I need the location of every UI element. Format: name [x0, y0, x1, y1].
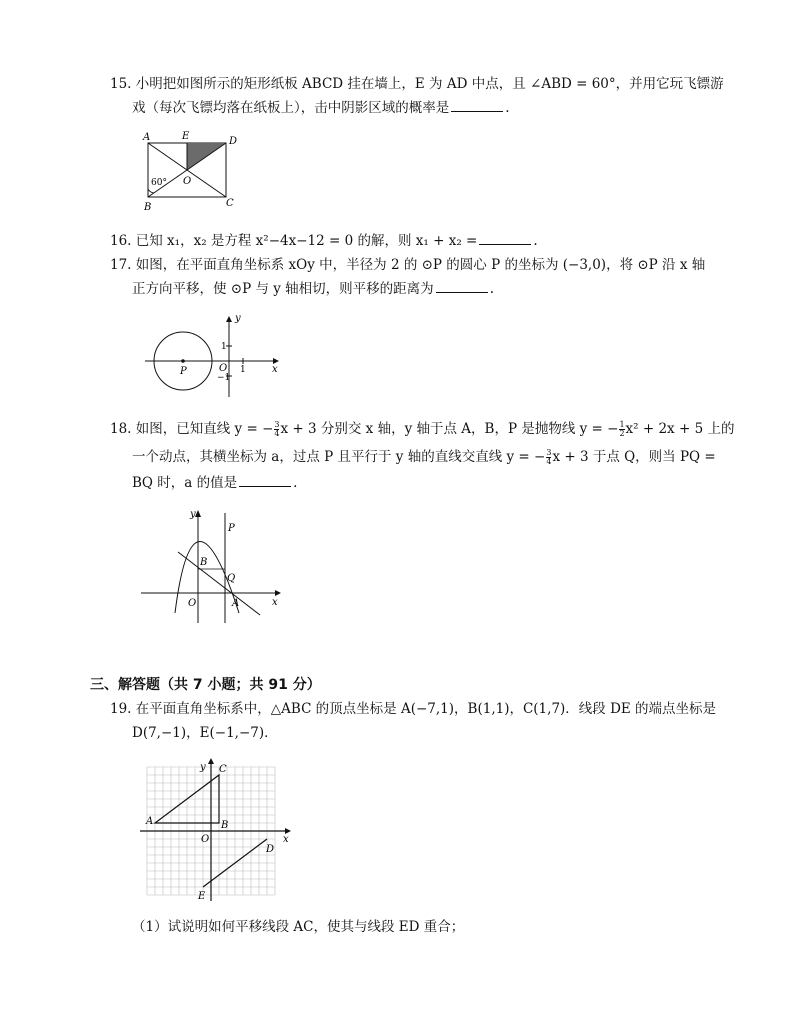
q19-label-e: E	[198, 891, 206, 902]
q17-label-neg-one: −1	[217, 373, 231, 383]
q18-line3-wrap	[132, 474, 297, 492]
q18-label-o: O	[188, 598, 197, 609]
q15-answer-blank[interactable]	[451, 99, 503, 112]
q18-frac2-num: 1	[619, 420, 625, 429]
q18-answer-blank[interactable]	[239, 474, 291, 487]
q17-label-p: P	[180, 366, 187, 377]
q18-frac2-den: 2	[619, 429, 625, 438]
q15-angle-label: 60°	[151, 178, 167, 188]
q15-line2: 戏（每次飞镖均落在纸板上），击中阴影区域的概率是	[132, 100, 450, 116]
q16-end: .	[533, 233, 538, 249]
q18-label-x: x	[272, 597, 278, 608]
q19-label-o: O	[201, 834, 210, 845]
q18-line2-part-b: x + 3 于点 Q，则当 PQ =	[552, 449, 716, 465]
q15-label-a: A	[143, 132, 151, 143]
q18-line2-part-a: 一个动点，其横坐标为 a，过点 P 且平行于 y 轴的直线交直线 y = −	[132, 449, 546, 465]
q17-center-dot	[181, 359, 185, 363]
q19-label-y: y	[200, 762, 206, 773]
q18-label-q: Q	[227, 573, 236, 584]
q18-line1-part-c: x² + 2x + 5 上的	[625, 421, 735, 437]
q16-answer-blank[interactable]	[479, 232, 531, 245]
q17-label-x: x	[272, 364, 278, 375]
q19-label-x: x	[283, 834, 289, 845]
q18-line1-part-a: 18. 如图，已知直线 y = −	[110, 421, 274, 437]
q19-label-d: D	[266, 844, 275, 855]
q18-label-b: B	[200, 557, 208, 568]
q18-fraction-3	[546, 449, 551, 466]
q15-line1: 15. 小明把如图所示的矩形纸板 ABCD 挂在墙上，E 为 AD 中点，且 ∠ABD = 60°，并用它玩飞镖游	[110, 76, 724, 92]
q19-sub1: （1）试说明如何平移线段 AC，使其与线段 ED 重合；	[132, 919, 465, 935]
q15-figure	[138, 128, 248, 218]
q18-figure	[138, 505, 288, 625]
q18-frac3-num: 3	[546, 448, 552, 457]
q18-end: .	[293, 475, 298, 491]
q17-label-one-x: 1	[240, 365, 246, 375]
q15-line2-wrap	[132, 99, 510, 117]
q19-label-b: B	[221, 820, 229, 831]
q18-line1	[110, 420, 734, 438]
q19-figure	[140, 756, 300, 904]
q18-frac1-den: 4	[274, 429, 280, 438]
q15-label-c: C	[226, 198, 234, 209]
q15-label-b: B	[144, 202, 152, 213]
q19-label-a: A	[146, 816, 154, 827]
q18-label-p: P	[228, 523, 235, 534]
q15-angle-arc	[148, 189, 154, 193]
q16-text: 16. 已知 x₁，x₂ 是方程 x²−4x−12 = 0 的解，则 x₁ + x₂ =	[110, 233, 478, 249]
q19-line2: D(7,−1)，E(−1,−7)．	[132, 725, 278, 741]
q16-line	[110, 232, 538, 250]
q18-label-a: A	[232, 598, 240, 609]
q19-line1: 19. 在平面直角坐标系中，△ABC 的顶点坐标是 A(−7,1)，B(1,1)，C(1,7)．线段 DE 的端点坐标是	[110, 701, 717, 717]
q17-label-y: y	[235, 313, 241, 324]
q17-y-arrow-icon	[226, 316, 232, 322]
q18-line3: BQ 时，a 的值是	[132, 475, 238, 491]
q17-answer-blank[interactable]	[436, 280, 488, 293]
q18-label-y: y	[190, 509, 196, 520]
q17-line1: 17. 如图，在平面直角坐标系 xOy 中，半径为 2 的 ⊙P 的圆心 P 的坐标为 (−3,0)，将 ⊙P 沿 x 轴	[110, 257, 706, 273]
q18-y-arrow-icon	[195, 510, 201, 517]
q18-fraction-2	[619, 421, 624, 438]
q18-line2	[132, 448, 716, 466]
q15-label-d: D	[229, 136, 238, 147]
q18-frac1-num: 3	[274, 420, 280, 429]
q15-label-o: O	[183, 176, 192, 187]
q17-line2-wrap	[132, 280, 494, 298]
q17-label-one-y: 1	[221, 342, 227, 352]
q18-line1-part-b: x + 3 分别交 x 轴，y 轴于点 A，B，P 是抛物线 y = −	[280, 421, 619, 437]
q17-line2: 正方向平移，使 ⊙P 与 y 轴相切，则平移的距离为	[132, 281, 434, 297]
q15-end: .	[505, 100, 510, 116]
q17-label-o: O	[219, 363, 228, 374]
q17-end: .	[489, 281, 494, 297]
q18-fraction-1	[274, 421, 279, 438]
section-three-title: 三、解答题（共 7 小题；共 91 分）	[90, 677, 321, 693]
q18-frac3-den: 4	[546, 457, 552, 466]
q19-label-c: C	[219, 764, 227, 775]
q15-label-e: E	[182, 131, 190, 142]
q18-x-arrow-icon	[275, 590, 281, 596]
q19-y-arrow-icon	[208, 758, 214, 764]
q17-figure	[140, 312, 290, 400]
